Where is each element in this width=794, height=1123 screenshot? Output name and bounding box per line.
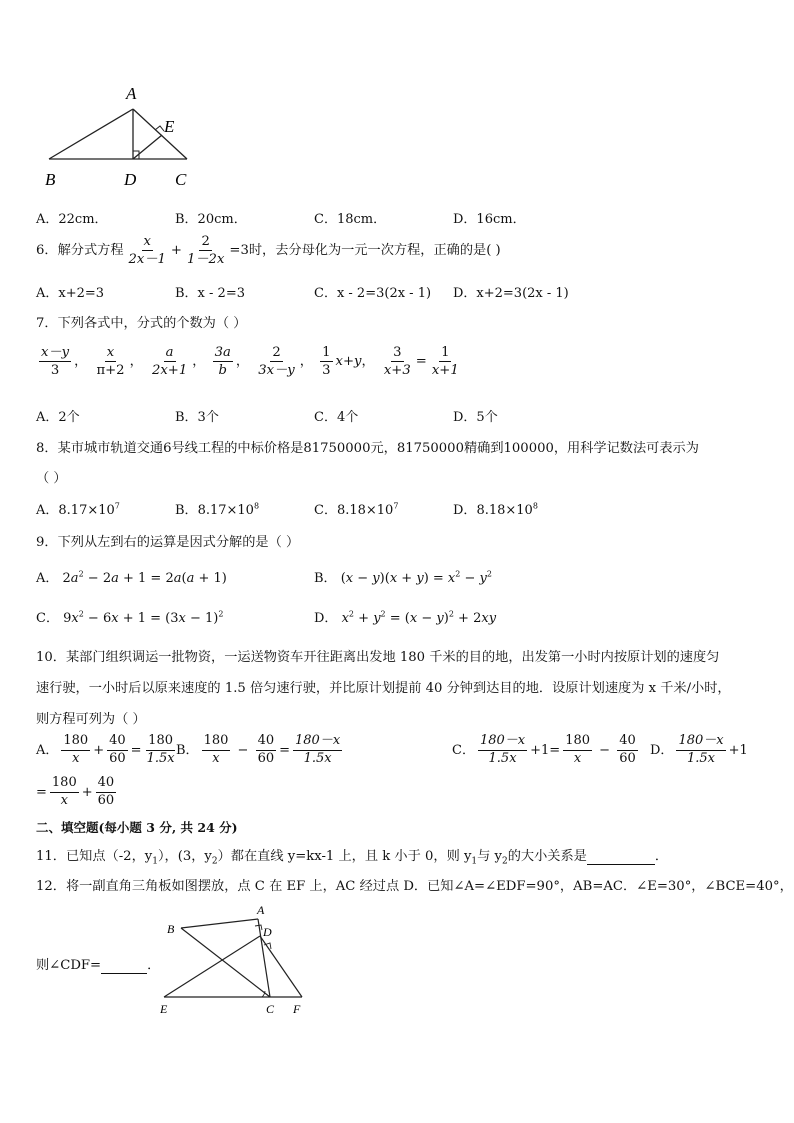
question-12-ask: 则∠CDF= ． <box>36 958 161 973</box>
q5-option-c[interactable]: C．18cm． <box>314 212 387 227</box>
q10-option-c[interactable]: C． $\frac{180-x}{1.5x}$ +1= $\frac{180}{x}$ − $\frac{40}{60}$ <box>452 733 636 766</box>
label-d: D <box>124 170 137 189</box>
q10-option-b[interactable]: B． $\frac{180}{x}$ − $\frac{40}{60}$ = $\frac{180-x}{1.5x}$ <box>176 733 341 766</box>
triangle-boards-figure <box>160 900 320 1020</box>
q6-option-d[interactable]: D．x+2=3(2x - 1) <box>453 286 569 301</box>
label-e: E <box>164 117 175 136</box>
section-2-title: 二、填空题(每小题 3 分, 共 24 分) <box>36 820 238 835</box>
q9-option-a[interactable]: A． $2a^2 - 2a + 1 = 2a(a + 1)$ <box>36 569 227 586</box>
q6-fraction-2: $\frac{2}{1-2x}$ <box>186 234 225 268</box>
q7-option-b[interactable]: B．3个 <box>175 410 219 425</box>
q6-option-a[interactable]: A．x+2=3 <box>36 286 105 301</box>
q8-option-c[interactable]: C．$8.18\times 10^7$ <box>314 501 399 518</box>
q6-pre: 6．解分式方程 <box>36 243 124 259</box>
q7-expressions: $\frac{x-y}{3}$ ， $\frac{x}{\pi+2}$ ， $\frac{a}{2x+1}$ ， $\frac{3a}{b}$ ， $\frac{2}{3x-y}$ ， $\frac{1}{3}$ x+y， $\frac{3}{x+3}$ = $\frac{1}{x+1}$ <box>41 345 459 379</box>
question-10-line-1: 10．某部门组织调运一批物资，一运送物资车开往距离出发地 180 千米的目的地，出发第一小时内按原计划的速度匀 <box>36 650 720 665</box>
q10-option-d-continued: = $\frac{180}{x}$ + $\frac{40}{60}$ <box>36 775 115 808</box>
label-f: F <box>293 1002 301 1016</box>
q7-option-d[interactable]: D．5个 <box>453 410 498 425</box>
question-8-paren: （ ） <box>36 471 67 486</box>
q7-option-c[interactable]: C．4个 <box>314 410 359 425</box>
label-a: A <box>257 903 265 917</box>
q7-option-a[interactable]: A．2个 <box>36 410 80 425</box>
q11-answer-blank[interactable] <box>587 849 655 865</box>
q9-option-d[interactable]: D． $x^2 + y^2 = (x - y)^2 + 2xy$ <box>314 609 497 626</box>
q6-option-c[interactable]: C．x - 2=3(2x - 1) <box>314 286 432 301</box>
q5-option-b[interactable]: B．20cm． <box>175 212 247 227</box>
q6-fraction-1: $\frac{x}{2x-1}$ <box>128 234 166 268</box>
label-a: A <box>126 84 137 103</box>
question-8-stem: 8．某市城市轨道交通6号线工程的中标价格是81750000元，81750000精确到100000，用科学记数法可表示为 <box>36 441 699 456</box>
q9-option-b[interactable]: B． $(x - y)(x + y) = x^2 - y^2$ <box>314 569 492 586</box>
label-d: D <box>263 925 272 939</box>
question-9-stem: 9．下列从左到右的运算是因式分解的是（ ） <box>36 535 300 550</box>
q12-answer-blank[interactable] <box>101 958 147 974</box>
q6-post: =3时，去分母化为一元一次方程，正确的是( ) <box>229 243 501 259</box>
q6-option-b[interactable]: B．x - 2=3 <box>175 286 245 301</box>
q8-option-b[interactable]: B．$8.17\times 10^8$ <box>175 501 260 518</box>
q9-option-c[interactable]: C． $9x^2 - 6x + 1 = (3x - 1)^2$ <box>36 609 224 626</box>
label-b: B <box>45 170 56 189</box>
q8-option-d[interactable]: D．$8.18\times 10^8$ <box>453 501 538 518</box>
triangle-figure-1 <box>40 82 200 190</box>
question-10-line-3: 则方程可列为（ ） <box>36 712 146 727</box>
label-c: C <box>266 1002 275 1016</box>
q5-option-a[interactable]: A．22cm． <box>36 212 108 227</box>
q10-option-a[interactable]: A． $\frac{180}{x}$ + $\frac{40}{60}$ = $\frac{180}{1.5x}$ <box>36 733 175 766</box>
question-11: 11．已知点（-2，$y_1$），(3，$y_2$）都在直线 y=kx-1 上，且 k 小于 0，则 $y_1$与 $y_2$的大小关系是 ． <box>36 849 669 867</box>
question-10-line-2: 速行驶，一小时后以原来速度的 1.5 倍匀速行驶，并比原计划提前 40 分钟到达目的地．设原计划速度为 x 千米/小时， <box>36 681 731 696</box>
label-e: E <box>160 1002 168 1016</box>
question-6: 6．解分式方程 $\frac{x}{2x-1}$ + $\frac{2}{1-2x}$ =3时，去分母化为一元一次方程，正确的是( ) <box>36 234 501 268</box>
label-b: B <box>167 922 175 936</box>
q10-option-d[interactable]: D． $\frac{180-x}{1.5x}$ +1 <box>650 733 748 766</box>
question-12-stem: 12．将一副直角三角板如图摆放，点 C 在 EF 上，AC 经过点 D．已知∠A=∠EDF=90°，AB=AC．∠E=30°，∠BCE=40°， <box>36 879 793 894</box>
question-7-stem: 7．下列各式中，分式的个数为（ ） <box>36 316 247 331</box>
q8-option-a[interactable]: A．$8.17\times 10^7$ <box>36 501 120 518</box>
label-c: C <box>175 170 187 189</box>
q5-option-d[interactable]: D．16cm． <box>453 212 526 227</box>
